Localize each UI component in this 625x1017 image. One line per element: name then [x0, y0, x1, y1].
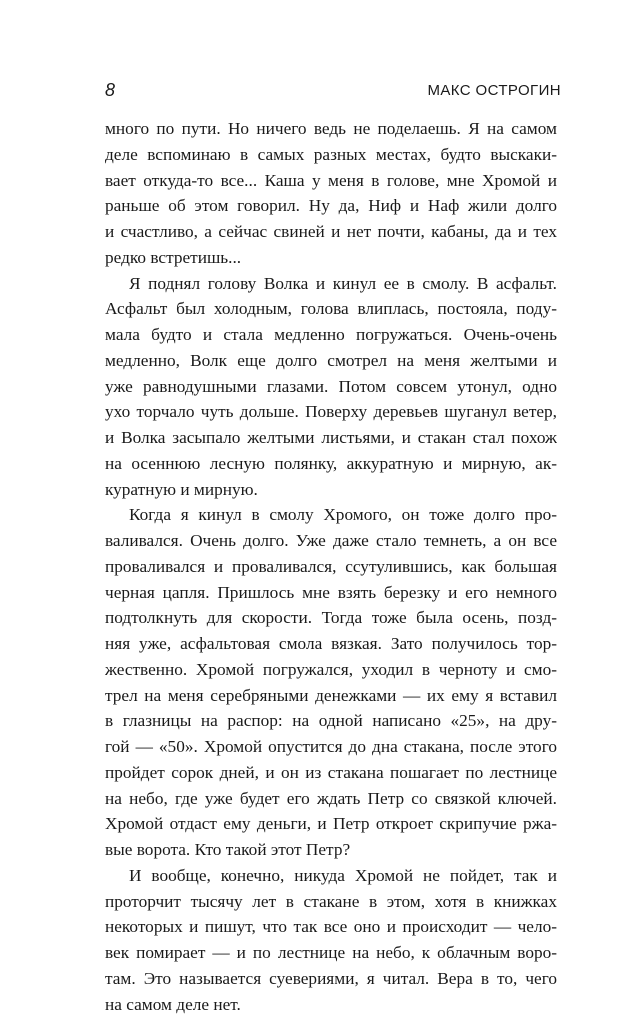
text-line: некоторых и пишут, что так все оно и происходит — чело-	[105, 914, 557, 940]
text-line: жественно. Хромой погружался, уходил в черноту и смо-	[105, 657, 557, 683]
text-line: раньше об этом говорил. Ну да, Ниф и Наф жили долго	[105, 193, 557, 219]
text-line: на небо, где уже будет его ждать Петр со связкой ключей.	[105, 786, 557, 812]
text-line: редко встретишь...	[105, 245, 557, 271]
text-line: деле вспоминаю в самых разных местах, будто выскаки-	[105, 142, 557, 168]
text-line: там. Это называется суевериями, я читал. Вера в то, чего	[105, 966, 557, 992]
text-line: проваливался и проваливался, ссутулившись, как большая	[105, 554, 557, 580]
text-line: и Волка засыпало желтыми листьями, и стакан стал похож	[105, 425, 557, 451]
text-line: на осеннюю лесную полянку, аккуратную и мирную, ак-	[105, 451, 557, 477]
text-line: пройдет сорок дней, и он из стакана пошагает по лестнице	[105, 760, 557, 786]
text-line: гой — «50». Хромой опустится до дна стакана, после этого	[105, 734, 557, 760]
text-line: куратную и мирную.	[105, 477, 557, 503]
text-line: черная цапля. Пришлось мне взять березку и его немного	[105, 580, 557, 606]
text-line: проторчит тысячу лет в стакане в этом, хотя в книжках	[105, 889, 557, 915]
paragraph	[105, 116, 557, 271]
text-line: век помирает — и по лестнице на небо, к облачным воро-	[105, 940, 557, 966]
text-line: вые ворота. Кто такой этот Петр?	[105, 837, 557, 863]
text-line: мала будто и стала медленно погружаться. Очень-очень	[105, 322, 557, 348]
paragraph	[105, 863, 557, 1017]
text-line: подтолкнуть для скорости. Тогда тоже была осень, позд-	[105, 605, 557, 631]
text-line: И вообще, конечно, никуда Хромой не пойдет, так и	[105, 863, 557, 889]
text-line: валивался. Очень долго. Уже даже стало темнеть, а он все	[105, 528, 557, 554]
text-body	[105, 116, 557, 1017]
page-number: 8	[105, 80, 115, 100]
running-title: МАКС ОСТРОГИН	[427, 81, 561, 101]
text-line: на самом деле нет.	[105, 992, 557, 1017]
text-line: Хромой отдаст ему деньги, и Петр откроет скрипучие ржа-	[105, 811, 557, 837]
text-line: няя уже, асфальтовая смола вязкая. Зато получилось тор-	[105, 631, 557, 657]
text-line: медленно, Волк еще долго смотрел на меня желтыми и	[105, 348, 557, 374]
text-line: Я поднял голову Волка и кинул ее в смолу. В асфальт.	[105, 271, 557, 297]
text-line: ухо торчало чуть дольше. Поверху деревьев шуганул ветер,	[105, 399, 557, 425]
paragraph	[105, 502, 557, 863]
text-line: Асфальт был холодным, голова влиплась, постояла, поду-	[105, 296, 557, 322]
text-line: много по пути. Но ничего ведь не поделаешь. Я на самом	[105, 116, 557, 142]
text-line: Когда я кинул в смолу Хромого, он тоже долго про-	[105, 502, 557, 528]
text-line: вает откуда-то все... Каша у меня в голове, мне Хромой и	[105, 168, 557, 194]
paragraph	[105, 271, 557, 503]
text-line: трел на меня серебряными денежками — их ему я вставил	[105, 683, 557, 709]
text-line: в глазницы на распор: на одной написано «25», на дру-	[105, 708, 557, 734]
text-line: уже равнодушными глазами. Потом совсем утонул, одно	[105, 374, 557, 400]
text-line: и счастливо, а сейчас свиней и нет почти, кабаны, да и тех	[105, 219, 557, 245]
